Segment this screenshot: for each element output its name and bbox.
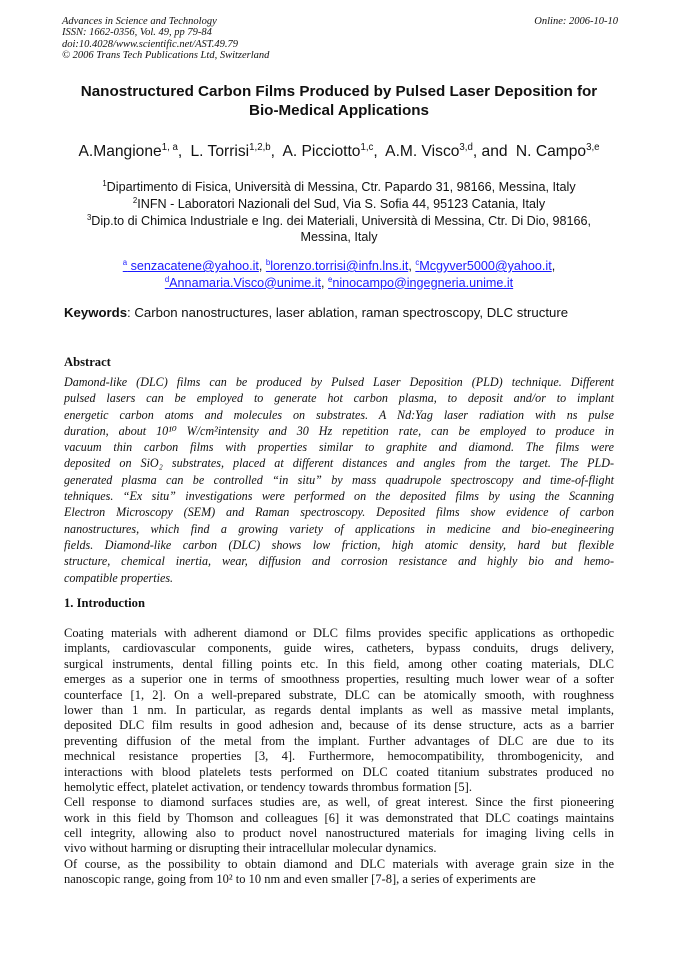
- author-separator: ,: [177, 143, 183, 160]
- author: [78, 143, 186, 160]
- text-line: nanostructures, which find a growing variety of applications in medicine and bio-enegineering: [64, 521, 614, 536]
- affiliation-3: [56, 213, 622, 230]
- text-line: work in this field by Thomson and colleagues [6] it was demonstrated that DLC coatings maintains: [64, 810, 614, 825]
- text-line: mechnical resistance properties [3, 4]. Furthermore, hemocompatibility, thrombogenicity, and: [64, 749, 614, 764]
- text-line: fields. Diamond-like carbon (DLC) shows low friction, high atomic density, hard but flexible: [64, 537, 614, 552]
- email-sup: a: [122, 257, 128, 267]
- author-affil-sup: 1,2,b: [249, 141, 271, 153]
- email-link-c[interactable]: [415, 259, 551, 273]
- text-line: lower than 1 nm. In particular, as regards dental implants as well as massive metal implants,: [64, 702, 614, 717]
- text-line: vivo without harming or disrupting their intracellular molecular dynamics.: [64, 841, 437, 856]
- text-line: hemolytic effect, platelet activation, or tendency towards thrombus formation [5].: [64, 779, 472, 794]
- text-line: Electron Microscopy (SEM) and Raman spectroscopy. Deposited films show evidence of carbon: [64, 505, 614, 520]
- text-line: pulsed lasers can be employed to generate hot carbon plasma, to deposit and/or to implant: [64, 391, 614, 406]
- text-line: nanoscopic range, going from 10² to 10 nm and even smaller [7-8], a series of experiments are: [64, 872, 536, 887]
- abstract-body: [64, 374, 614, 586]
- affil-number: 2: [132, 195, 138, 205]
- email-link-a[interactable]: [123, 259, 259, 273]
- email-sup: d: [164, 274, 170, 284]
- author-affil-sup: 1, a: [161, 141, 178, 153]
- introduction-body: [64, 626, 614, 888]
- author-separator: ,: [373, 143, 378, 160]
- text-line: Of course, as the possibility to obtain diamond and DLC materials with average grain size in the: [64, 856, 614, 871]
- affiliation-text: INFN - Laboratori Nazionali del Sud, Via S. Sofia 44, 95123 Catania, Italy: [137, 196, 546, 211]
- journal-name: Advances in Science and Technology: [62, 16, 217, 27]
- email-row-2: $^d$Annamaria.Visco@unime.it, $^e$ninocampo@ingegneria.unime.it: [164, 274, 514, 290]
- issn: ISSN: 1662-0356, Vol. 49, pp 79-84: [62, 27, 212, 39]
- text-line: surgical instruments, dental filling points etc. In this field, among other coating materials, DLC: [64, 656, 614, 671]
- email-sup: c: [415, 257, 420, 267]
- text-line: counterface [1, 2]. On a well-prepared substrate, DLC can be atomically smooth, with roughness: [64, 687, 614, 702]
- author-affil-sup: 3,e: [586, 141, 600, 153]
- email-sup: b: [265, 257, 271, 267]
- email-list: [60, 258, 618, 291]
- email-text: senzacatene@yahoo.it: [127, 259, 259, 273]
- author: [516, 143, 600, 160]
- author: [282, 143, 381, 160]
- text-line: Cell response to diamond surfaces studies are, as well, of great interest. Since the first pioneering: [64, 795, 614, 810]
- text-line: deposited DLC film results in good adhesion and, because of its dense structure, acts as a barrier: [64, 718, 614, 733]
- email-text: Mcgyver5000@yahoo.it: [419, 259, 552, 273]
- copyright: © 2006 Trans Tech Publications Ltd, Switzerland: [62, 50, 270, 62]
- doi: doi:10.4028/www.scientific.net/AST.49.79: [62, 38, 239, 50]
- email-link-b[interactable]: [266, 259, 408, 273]
- introduction-heading: 1. Introduction: [64, 596, 145, 610]
- paper-title: [40, 82, 638, 120]
- text-line: duration, about 10¹⁰ W/cm²intensity and 30 Hz repetition rate, can be employed to produce in: [64, 423, 614, 438]
- author-separator: ,: [270, 143, 275, 160]
- author-separator: , and: [472, 143, 508, 160]
- email-text: Annamaria.Visco@unime.it: [169, 275, 322, 290]
- text-line: preventing diffusion of the metal from the implant. Further advantages of DLC are due to its: [64, 733, 614, 748]
- author-affil-sup: 3,d: [459, 141, 473, 153]
- affiliation-2: [56, 196, 622, 213]
- journal-header: [62, 16, 618, 62]
- text-line: emerges as a superior one in terms of smoothness properties, resulting much lower wear of a softer: [64, 672, 614, 687]
- author: [191, 143, 279, 160]
- text-line: deposited on SiO₂ substrates, placed at different distances and angles from the target. The PLD-: [64, 456, 614, 471]
- email-link-d[interactable]: [165, 276, 321, 290]
- email-link-e[interactable]: [328, 276, 513, 290]
- author-list: [40, 141, 638, 163]
- email-text: ninocampo@ingegneria.unime.it: [332, 275, 514, 290]
- author-name: N. Campo: [515, 143, 587, 160]
- text-line: tehniques. “Ex situ” investigations were performed on the deposited films by using the Scanning: [64, 489, 614, 504]
- text-line: vacuum thin carbon films with properties similar to graphite and diamond. The films were: [64, 440, 614, 455]
- text-line: generated plasma can be controlled “in situ” by mass quadrupole spectroscopy and time-of-flight: [64, 472, 614, 487]
- author: [385, 143, 511, 160]
- abstract-heading: Abstract: [64, 355, 111, 369]
- keywords: [64, 304, 624, 321]
- text-line: structure, chemical inertia, wear, diffusion and corrosion resistance and highly bio and hemo-: [64, 554, 614, 569]
- title-line-2: Bio-Medical Applications: [248, 102, 430, 119]
- text-line: Damond-like (DLC) films can be produced by Pulsed Laser Deposition (PLD) technique. Different: [64, 375, 614, 389]
- email-text: lorenzo.torrisi@infn.lns.it: [270, 259, 409, 273]
- author-name: A.Mangione: [78, 143, 162, 160]
- text-line: compatible properties.: [64, 570, 174, 585]
- author-affil-sup: 1,c: [360, 141, 374, 153]
- text-line: Coating materials with adherent diamond or DLC films provides specific applications as orthopedic: [64, 626, 614, 640]
- online-date: Online: 2006-10-10: [534, 16, 618, 27]
- affiliations: [56, 179, 622, 246]
- email-sup: e: [328, 274, 333, 284]
- affil-number: 3: [86, 212, 92, 222]
- email-row-1: $^a$ senzacatene@yahoo.it, $^b$lorenzo.torrisi@infn.lns.it, $^c$Mcgyver5000@yahoo.it,: [122, 257, 556, 273]
- text-line: energetic carbon atoms and molecules on substrates. A Nd:Yag laser radiation with ns pulse: [64, 407, 614, 422]
- affiliation-text: Dipartimento di Fisica, Università di Messina, Ctr. Papardo 31, 98166, Messina, Italy: [106, 180, 576, 194]
- affiliation-1: [56, 179, 622, 196]
- text-line: interactions with blood platelets tests performed on DLC coated titanium substrates produced no: [64, 764, 614, 779]
- text-line: cell integrity, allowing also to product novel nanostructured materials for imaging living cells in: [64, 826, 614, 841]
- affiliation-text: Dip.to di Chimica Industriale e Ing. dei Materiali, Università di Messina, Ctr. Di Dio, 98166,: [91, 213, 592, 228]
- author-name: A.M. Visco: [385, 143, 460, 160]
- title-line-1: Nanostructured Carbon Films Produced by Pulsed Laser Deposition for: [80, 83, 598, 100]
- affil-number: 1: [102, 178, 107, 188]
- author-name: L. Torrisi: [190, 143, 250, 160]
- keywords-text: : Carbon nanostructures, laser ablation, raman spectroscopy, DLC structure: [127, 305, 569, 320]
- text-line: implants, cardiovascular components, guide wires, catheters, bypass conduits, drugs delivery,: [64, 641, 614, 656]
- keywords-label: Keywords: [64, 305, 128, 320]
- affiliation-3-cont: Messina, Italy: [300, 230, 378, 245]
- author-name: A. Picciotto: [282, 143, 361, 160]
